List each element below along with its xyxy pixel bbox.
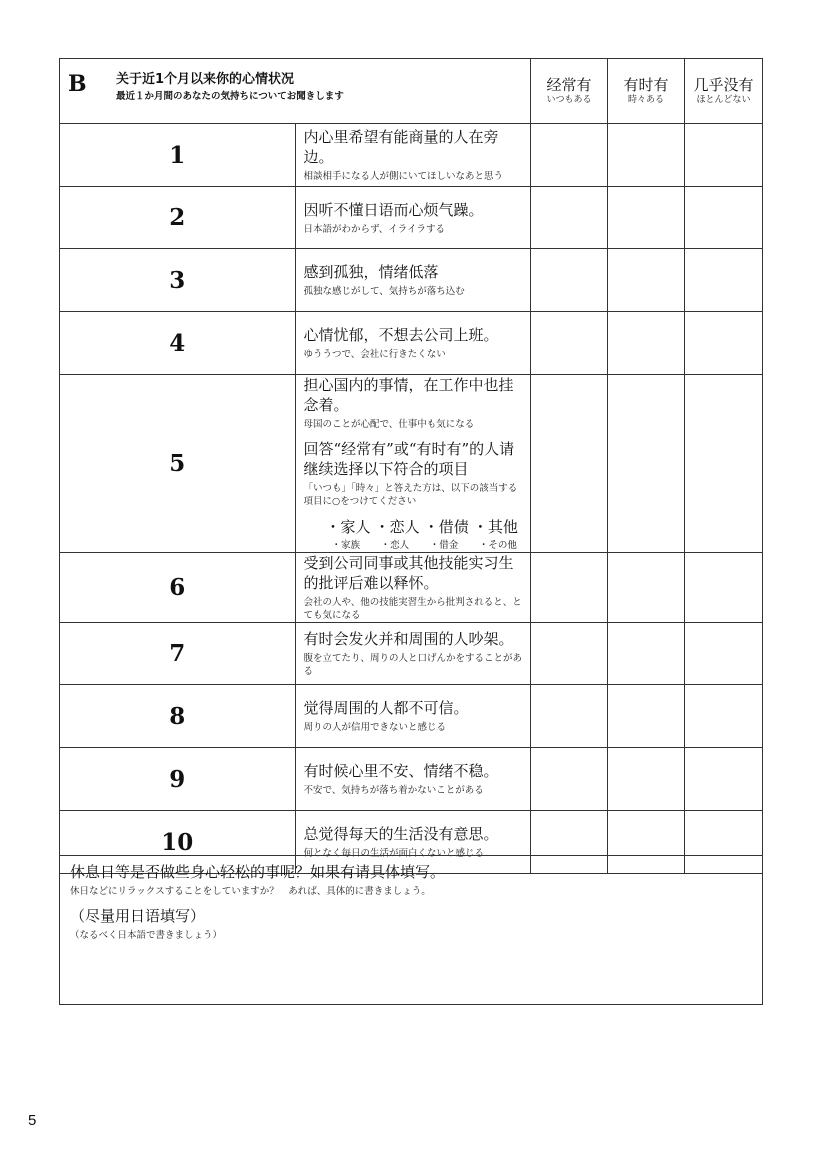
question-zh: 担心国内的事情，在工作中也挂念着。 xyxy=(303,376,514,414)
answer-cell-sometimes[interactable] xyxy=(608,553,685,623)
answer-cell-sometimes[interactable] xyxy=(608,375,685,553)
section-title-zh: 关于近1个月以来你的心情状况 xyxy=(116,71,295,87)
choice-label-zh: ・家人 xyxy=(325,518,371,536)
choice-debt[interactable] xyxy=(424,518,473,552)
option-label-jp: ほとんどない xyxy=(696,95,751,105)
answer-cell-always[interactable] xyxy=(531,685,608,748)
table-header-row xyxy=(60,59,763,124)
question-zh: 感到孤独，情绪低落 xyxy=(303,263,439,281)
answer-cell-always[interactable] xyxy=(531,623,608,685)
answer-cell-rarely[interactable] xyxy=(685,124,763,187)
free-question-jp: 休日などにリラックスすることをしていますか？ あれば、具体的に書きましょう。 xyxy=(70,886,431,897)
answer-cell-rarely[interactable] xyxy=(685,685,763,748)
question-number: 7 xyxy=(60,623,296,685)
question-number: 4 xyxy=(60,312,296,375)
answer-cell-rarely[interactable] xyxy=(685,748,763,811)
option-label-zh: 几乎没有 xyxy=(693,76,754,94)
answer-cell-always[interactable] xyxy=(531,124,608,187)
section-header-cell xyxy=(60,59,531,124)
question-text-cell xyxy=(295,748,531,811)
answer-cell-rarely[interactable] xyxy=(685,623,763,685)
question-row xyxy=(60,748,763,811)
answer-cell-always[interactable] xyxy=(531,249,608,312)
question-zh: 因听不懂日语而心烦气躁。 xyxy=(303,200,484,219)
choice-label-jp: ・恋人 xyxy=(380,540,410,551)
question-jp: 会社の人や、他の技能実習生から批判されると、とても気になる xyxy=(303,597,522,621)
answer-cell-always[interactable] xyxy=(531,187,608,249)
option-header-always xyxy=(531,59,608,124)
answer-cell-always[interactable] xyxy=(531,748,608,811)
option-header-sometimes xyxy=(608,59,685,124)
question-zh: 内心里希望有能商量的人在旁边。 xyxy=(303,128,499,166)
question-number: 2 xyxy=(60,187,296,249)
option-header-rarely xyxy=(685,59,763,124)
question-text-cell xyxy=(295,623,531,685)
option-label-zh: 经常有 xyxy=(546,76,592,94)
answer-cell-sometimes[interactable] xyxy=(608,312,685,375)
question-jp: 不安で、気持ちが落ち着かないことがある xyxy=(303,785,484,796)
answer-cell-sometimes[interactable] xyxy=(608,685,685,748)
question-zh: 总觉得每天的生活没有意思。 xyxy=(303,825,499,843)
section-letter: B xyxy=(68,70,87,97)
answer-cell-rarely[interactable] xyxy=(685,249,763,312)
choice-other[interactable] xyxy=(473,518,522,552)
question-row xyxy=(60,124,763,187)
followup-jp: 「いつも」「時々」と答えた方は、以下の該当する項目に○をつけてください xyxy=(303,483,518,507)
question-number: 8 xyxy=(60,685,296,748)
question-text-cell xyxy=(295,249,531,312)
free-note-jp: （なるべく日本語で書きましょう） xyxy=(70,930,223,941)
question-text-cell xyxy=(295,553,531,623)
question-number: 10 xyxy=(60,811,296,874)
choice-family[interactable] xyxy=(326,518,375,552)
question-number: 1 xyxy=(60,124,296,187)
followup-choices xyxy=(304,518,523,552)
questionnaire-table xyxy=(59,58,763,874)
question-row xyxy=(60,312,763,375)
question-row xyxy=(60,553,763,623)
option-label-zh: 有时有 xyxy=(623,76,669,94)
answer-cell-always[interactable] xyxy=(531,375,608,553)
option-label-jp: いつもある xyxy=(546,95,592,105)
answer-cell-always[interactable] xyxy=(531,312,608,375)
question-zh: 心情忧郁，不想去公司上班。 xyxy=(303,326,499,344)
question-zh: 有时候心里不安、情绪不稳。 xyxy=(303,762,499,780)
answer-cell-sometimes[interactable] xyxy=(608,748,685,811)
question-number: 5 xyxy=(60,375,296,553)
answer-cell-always[interactable] xyxy=(531,553,608,623)
question-number: 3 xyxy=(60,249,296,312)
question-row xyxy=(60,375,763,553)
question-jp: ゆううつで、会社に行きたくない xyxy=(303,349,446,360)
question-jp: 腹を立てたり、周りの人と口げんかをすることがある xyxy=(303,653,523,677)
question-number: 6 xyxy=(60,553,296,623)
choice-label-zh: ・借债 xyxy=(423,518,469,536)
answer-cell-sometimes[interactable] xyxy=(608,249,685,312)
question-jp: 孤独な感じがして、気持ちが落ち込む xyxy=(303,286,465,297)
question-text-cell xyxy=(295,187,531,249)
page-number: 5 xyxy=(28,1112,37,1129)
choice-partner[interactable] xyxy=(375,518,424,552)
question-jp: 相談相手になる人が側にいてほしいなあと思う xyxy=(303,171,504,182)
choice-label-jp: ・家族 xyxy=(331,540,361,551)
free-answer-box[interactable] xyxy=(59,855,763,1005)
section-title-jp: 最近１か月間のあなたの気持ちについてお聞きします xyxy=(116,90,344,102)
question-text-cell xyxy=(295,312,531,375)
question-text-cell xyxy=(295,375,531,553)
question-text-cell xyxy=(295,685,531,748)
question-jp: 日本語がわからず、イライラする xyxy=(303,223,445,235)
question-zh: 有时会发火并和周围的人吵架。 xyxy=(303,630,514,648)
answer-cell-sometimes[interactable] xyxy=(608,124,685,187)
followup-zh: 回答“经常有”或“有时有”的人请继续选择以下符合的项目 xyxy=(303,440,515,478)
question-text-cell xyxy=(295,124,531,187)
answer-cell-rarely[interactable] xyxy=(685,312,763,375)
answer-cell-rarely[interactable] xyxy=(685,187,763,249)
question-number: 9 xyxy=(60,748,296,811)
question-jp: 周りの人が信用できないと感じる xyxy=(303,722,447,733)
answer-cell-sometimes[interactable] xyxy=(608,187,685,249)
question-zh: 觉得周围的人都不可信。 xyxy=(303,699,469,717)
choice-label-jp: ・その他 xyxy=(478,540,517,551)
answer-cell-rarely[interactable] xyxy=(685,553,763,623)
question-jp: 母国のことが心配で、仕事中も気になる xyxy=(303,419,475,430)
question-row xyxy=(60,623,763,685)
answer-cell-sometimes[interactable] xyxy=(608,623,685,685)
question-row xyxy=(60,249,763,312)
option-label-jp: 時々ある xyxy=(627,95,664,105)
choice-label-jp: ・借金 xyxy=(429,540,459,551)
question-row xyxy=(60,685,763,748)
free-question-zh: 休息日等是否做些身心轻松的事呢？如果有请具体填写。 xyxy=(70,863,446,881)
question-zh: 受到公司同事或其他技能实习生的批评后难以释怀。 xyxy=(303,554,514,592)
question-jp: 何となく毎日の生活が面白くないと感じる xyxy=(303,848,485,859)
answer-cell-rarely[interactable] xyxy=(685,375,763,553)
free-note-zh: （尽量用日语填写） xyxy=(70,907,206,925)
choice-label-zh: ・其他 xyxy=(472,518,518,536)
question-row xyxy=(60,187,763,249)
choice-label-zh: ・恋人 xyxy=(374,518,420,536)
